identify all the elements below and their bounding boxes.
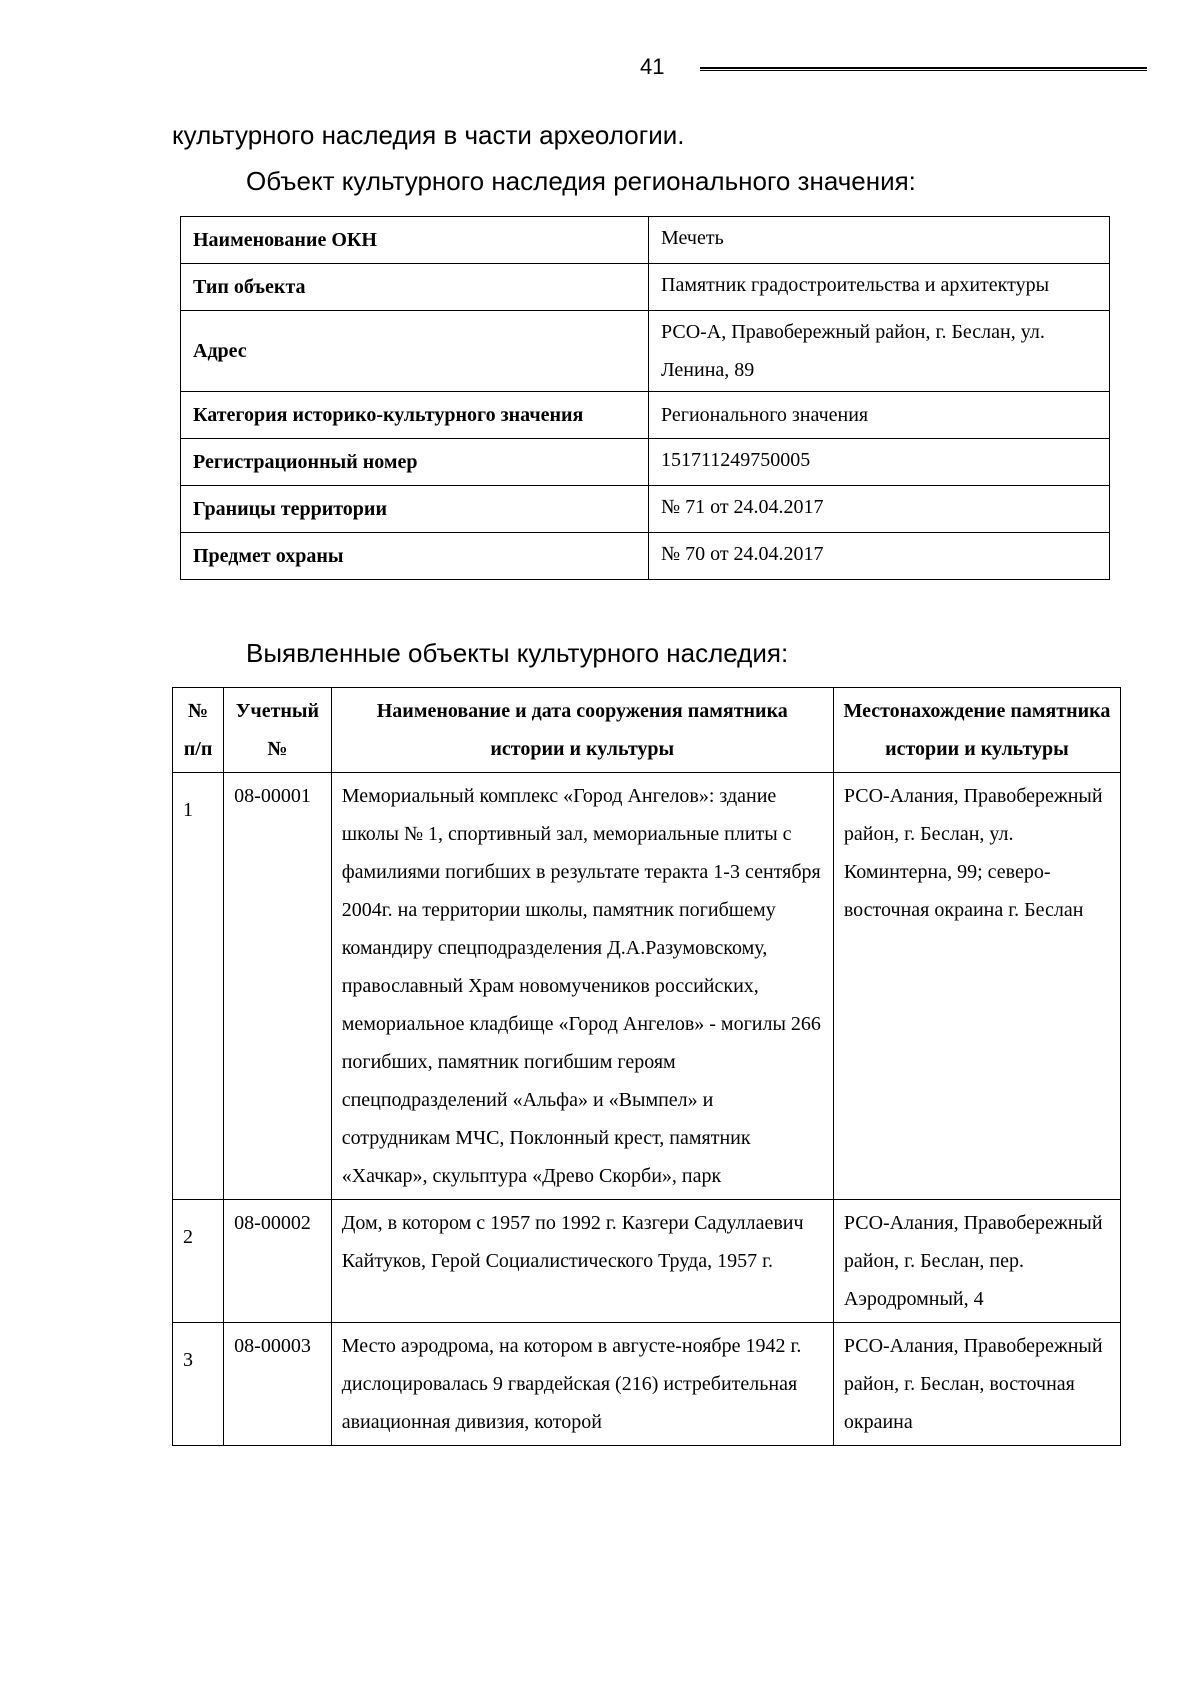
cell-num: 3 — [173, 1323, 224, 1446]
identified-objects-table — [172, 687, 1121, 1446]
header-reg: Учетный № — [224, 688, 332, 773]
table-header-row — [173, 688, 1121, 773]
okn-info-table — [180, 216, 1110, 580]
page-number: 41 — [640, 54, 665, 79]
cell-location: РСО-Алания, Правобережный район, г. Беслан, восточная окраина — [833, 1323, 1120, 1446]
header-num: № п/п — [173, 688, 224, 773]
table-row — [181, 486, 1110, 533]
row-label: Тип объекта — [181, 264, 649, 311]
table-row — [181, 392, 1110, 439]
table-row — [173, 773, 1121, 1200]
row-value: Мечеть — [649, 217, 1110, 264]
table-row — [181, 439, 1110, 486]
row-label: Адрес — [181, 311, 649, 392]
row-value: РСО-А, Правобережный район, г. Беслан, ул. Ленина, 89 — [649, 311, 1110, 392]
table-row — [173, 1323, 1121, 1446]
row-label: Наименование ОКН — [181, 217, 649, 264]
header-name: Наименование и дата сооружения памятника истории и культуры — [331, 688, 833, 773]
regional-heritage-heading: Объект культурного наследия регионального значения: — [246, 166, 916, 196]
cell-reg: 08-00002 — [224, 1200, 332, 1323]
cell-location: РСО-Алания, Правобережный район, г. Беслан, пер. Аэродромный, 4 — [833, 1200, 1120, 1323]
identified-heritage-heading: Выявленные объекты культурного наследия: — [246, 638, 789, 668]
cell-name: Мемориальный комплекс «Город Ангелов»: здание школы № 1, спортивный зал, мемориальные плиты с фамилиями погибших в результате теракта 1-3 сентября 2004г. на территории школы, памятник погибшему командиру спецподразделения Д.А.Разумовскому, православный Храм новомучеников российских, мемориальное кладбище «Город Ангелов» - могилы 266 погибших, памятник погибшим героям спецподразделений «Альфа» и «Вымпел» и сотрудникам МЧС, Поклонный крест, памятник «Хачкар», скульптура «Древо Скорби», парк — [331, 773, 833, 1200]
cell-name: Дом, в котором с 1957 по 1992 г. Казгери Садуллаевич Кайтуков, Герой Социалистического Труда, 1957 г. — [331, 1200, 833, 1323]
cell-location: РСО-Алания, Правобережный район, г. Беслан, ул. Коминтерна, 99; северо-восточная окраина г. Беслан — [833, 773, 1120, 1200]
table-row — [181, 533, 1110, 580]
row-value: 151711249750005 — [649, 439, 1110, 486]
row-label: Регистрационный номер — [181, 439, 649, 486]
table-row — [181, 311, 1110, 392]
row-value: Памятник градостроительства и архитектуры — [649, 264, 1110, 311]
row-label: Предмет охраны — [181, 533, 649, 580]
continuation-text: культурного наследия в части археологии. — [172, 120, 685, 150]
header-location: Местонахождение памятника истории и культуры — [833, 688, 1120, 773]
cell-num: 1 — [173, 773, 224, 1200]
cell-reg: 08-00003 — [224, 1323, 332, 1446]
cell-name: Место аэродрома, на котором в августе-ноябре 1942 г. дислоцировалась 9 гвардейская (216) истребительная авиационная дивизия, которой — [331, 1323, 833, 1446]
row-value: № 71 от 24.04.2017 — [649, 486, 1110, 533]
row-value: № 70 от 24.04.2017 — [649, 533, 1110, 580]
header-rule — [700, 67, 1147, 71]
row-label: Границы территории — [181, 486, 649, 533]
row-label: Категория историко-культурного значения — [181, 392, 649, 439]
table-row — [181, 217, 1110, 264]
cell-num: 2 — [173, 1200, 224, 1323]
cell-reg: 08-00001 — [224, 773, 332, 1200]
table-row — [173, 1200, 1121, 1323]
row-value: Регионального значения — [649, 392, 1110, 439]
table-row — [181, 264, 1110, 311]
